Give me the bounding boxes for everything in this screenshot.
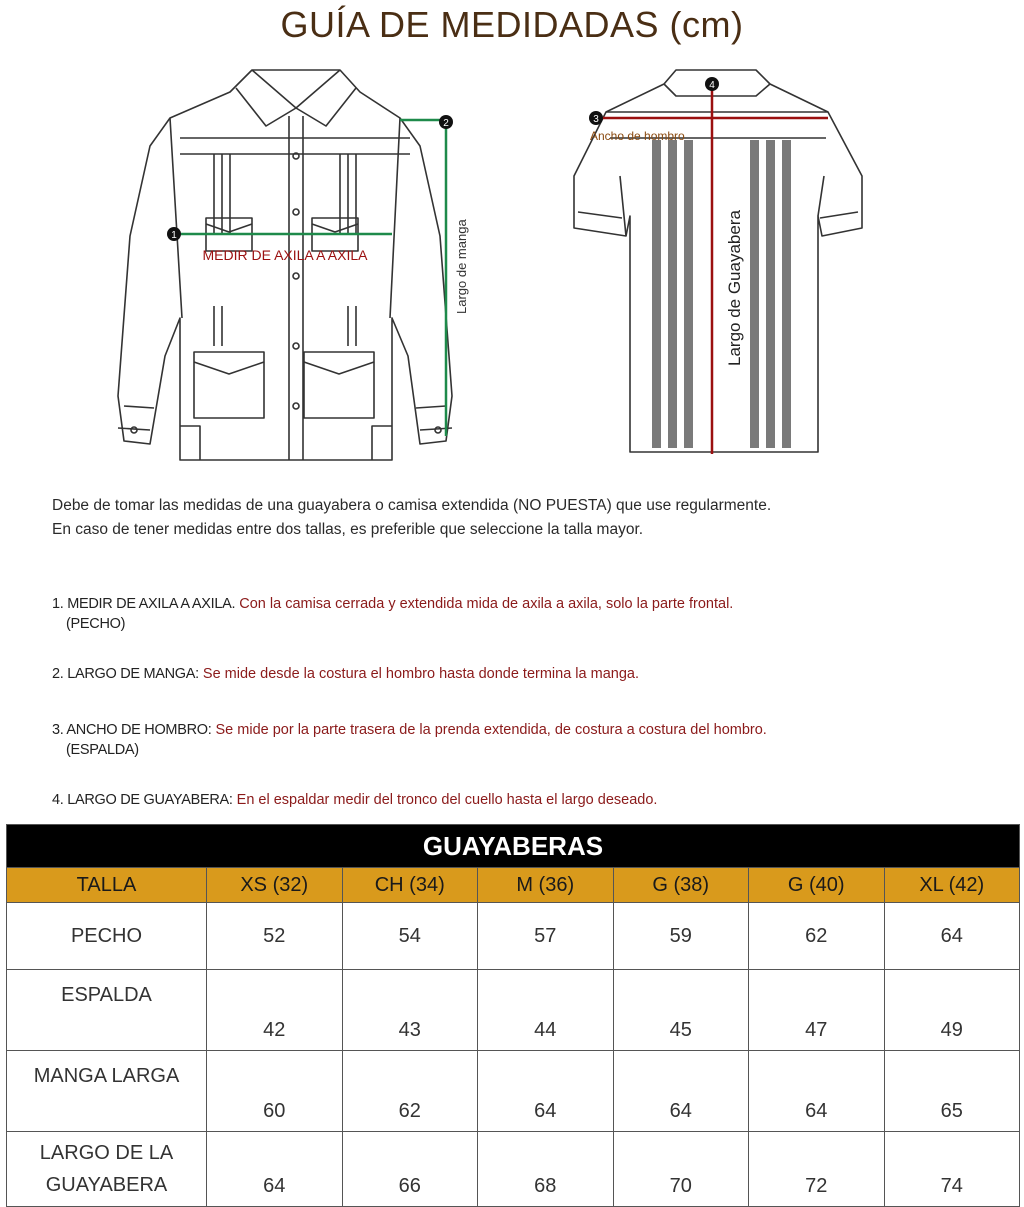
- table-row: [7, 903, 1020, 970]
- instruction-4-label: 4. LARGO DE GUAYABERA:: [52, 792, 233, 808]
- row-label-espalda: ESPALDA: [7, 970, 207, 1051]
- table-cell: 52: [207, 903, 343, 970]
- header-size-ch: CH (34): [342, 868, 478, 903]
- garment-illustrations: [0, 56, 1024, 476]
- marker-1-label: 1: [171, 230, 177, 241]
- back-stripes: [652, 140, 791, 448]
- table-row: [7, 1051, 1020, 1132]
- intro-text: [52, 494, 992, 542]
- instruction-3-desc: Se mide por la parte trasera de la prenda extendida, de costura a costura del hombro.: [215, 722, 767, 738]
- table-cell: 45: [613, 970, 749, 1051]
- measurement-diagrams: [0, 56, 1024, 476]
- table-cell: 66: [342, 1132, 478, 1207]
- header-size-g40: G (40): [749, 868, 885, 903]
- table-cell: 64: [613, 1051, 749, 1132]
- instruction-3: [52, 720, 1002, 760]
- instruction-2: [52, 664, 1002, 684]
- table-cell: 62: [749, 903, 885, 970]
- table-cell: 42: [207, 970, 343, 1051]
- marker-2-label: 2: [443, 118, 449, 129]
- marker-3-label: 3: [593, 114, 599, 125]
- table-cell: 44: [478, 970, 614, 1051]
- header-talla: TALLA: [7, 868, 207, 903]
- table-cell: 62: [342, 1051, 478, 1132]
- row-label-largo-line-2: GUAYABERA: [45, 1174, 168, 1196]
- front-shirt-drawing: [118, 70, 452, 460]
- header-size-m: M (36): [478, 868, 614, 903]
- instruction-1-label: 1. MEDIR DE AXILA A AXILA.: [52, 596, 236, 612]
- marker-4-label: 4: [709, 80, 715, 91]
- armpit-label: MEDIR DE AXILA A AXILA: [202, 247, 368, 263]
- table-cell: 59: [613, 903, 749, 970]
- table-cell: 72: [749, 1132, 885, 1207]
- header-size-xs: XS (32): [207, 868, 343, 903]
- instruction-1-desc: Con la camisa cerrada y extendida mida de axila a axila, solo la parte frontal.: [239, 596, 734, 612]
- table-cell: 70: [613, 1132, 749, 1207]
- table-cell: 68: [478, 1132, 614, 1207]
- table-cell: 64: [884, 903, 1020, 970]
- table-cell: 64: [207, 1132, 343, 1207]
- instruction-1-sub: (PECHO): [66, 616, 126, 632]
- instruction-2-desc: Se mide desde la costura el hombro hasta donde termina la manga.: [202, 666, 639, 682]
- instruction-4: [52, 790, 1002, 810]
- instruction-3-label: 3. ANCHO DE HOMBRO:: [52, 722, 212, 738]
- table-cell: 74: [884, 1132, 1020, 1207]
- intro-line-2: En caso de tener medidas entre dos tallas, es preferible que seleccione la talla mayor.: [52, 521, 644, 538]
- instruction-1: [52, 594, 1002, 634]
- length-label: Largo de Guayabera: [725, 210, 744, 366]
- table-cell: 57: [478, 903, 614, 970]
- table-cell: 49: [884, 970, 1020, 1051]
- table-cell: 47: [749, 970, 885, 1051]
- table-cell: 43: [342, 970, 478, 1051]
- size-table: [6, 824, 1020, 1207]
- back-shirt-drawing: [574, 70, 862, 452]
- sleeve-label: Largo de manga: [454, 219, 469, 314]
- instruction-3-sub: (ESPALDA): [66, 742, 139, 758]
- table-cell: 64: [478, 1051, 614, 1132]
- header-size-xl: XL (42): [884, 868, 1020, 903]
- intro-line-1: Debe de tomar las medidas de una guayabera o camisa extendida (NO PUESTA) que use regularmente.: [52, 497, 772, 514]
- row-label-largo: [7, 1132, 207, 1207]
- table-cell: 64: [749, 1051, 885, 1132]
- row-label-manga-larga: MANGA LARGA: [7, 1051, 207, 1132]
- header-size-g38: G (38): [613, 868, 749, 903]
- row-label-pecho: PECHO: [7, 903, 207, 970]
- table-cell: 60: [207, 1051, 343, 1132]
- table-row: [7, 970, 1020, 1051]
- instruction-4-desc: En el espaldar medir del tronco del cuello hasta el largo deseado.: [236, 792, 658, 808]
- table-cell: 54: [342, 903, 478, 970]
- table-cell: 65: [884, 1051, 1020, 1132]
- shoulder-label: Ancho de hombro: [590, 129, 685, 143]
- page-title: GUÍA DE MEDIDADAS (cm): [280, 4, 744, 45]
- instruction-2-label: 2. LARGO DE MANGA:: [52, 666, 199, 682]
- sleeve-measure-line: [400, 120, 446, 436]
- table-title: GUAYABERAS: [7, 825, 1020, 868]
- row-label-largo-line-1: LARGO DE LA: [39, 1142, 174, 1164]
- table-row: [7, 1132, 1020, 1207]
- table-header-row: [7, 868, 1020, 903]
